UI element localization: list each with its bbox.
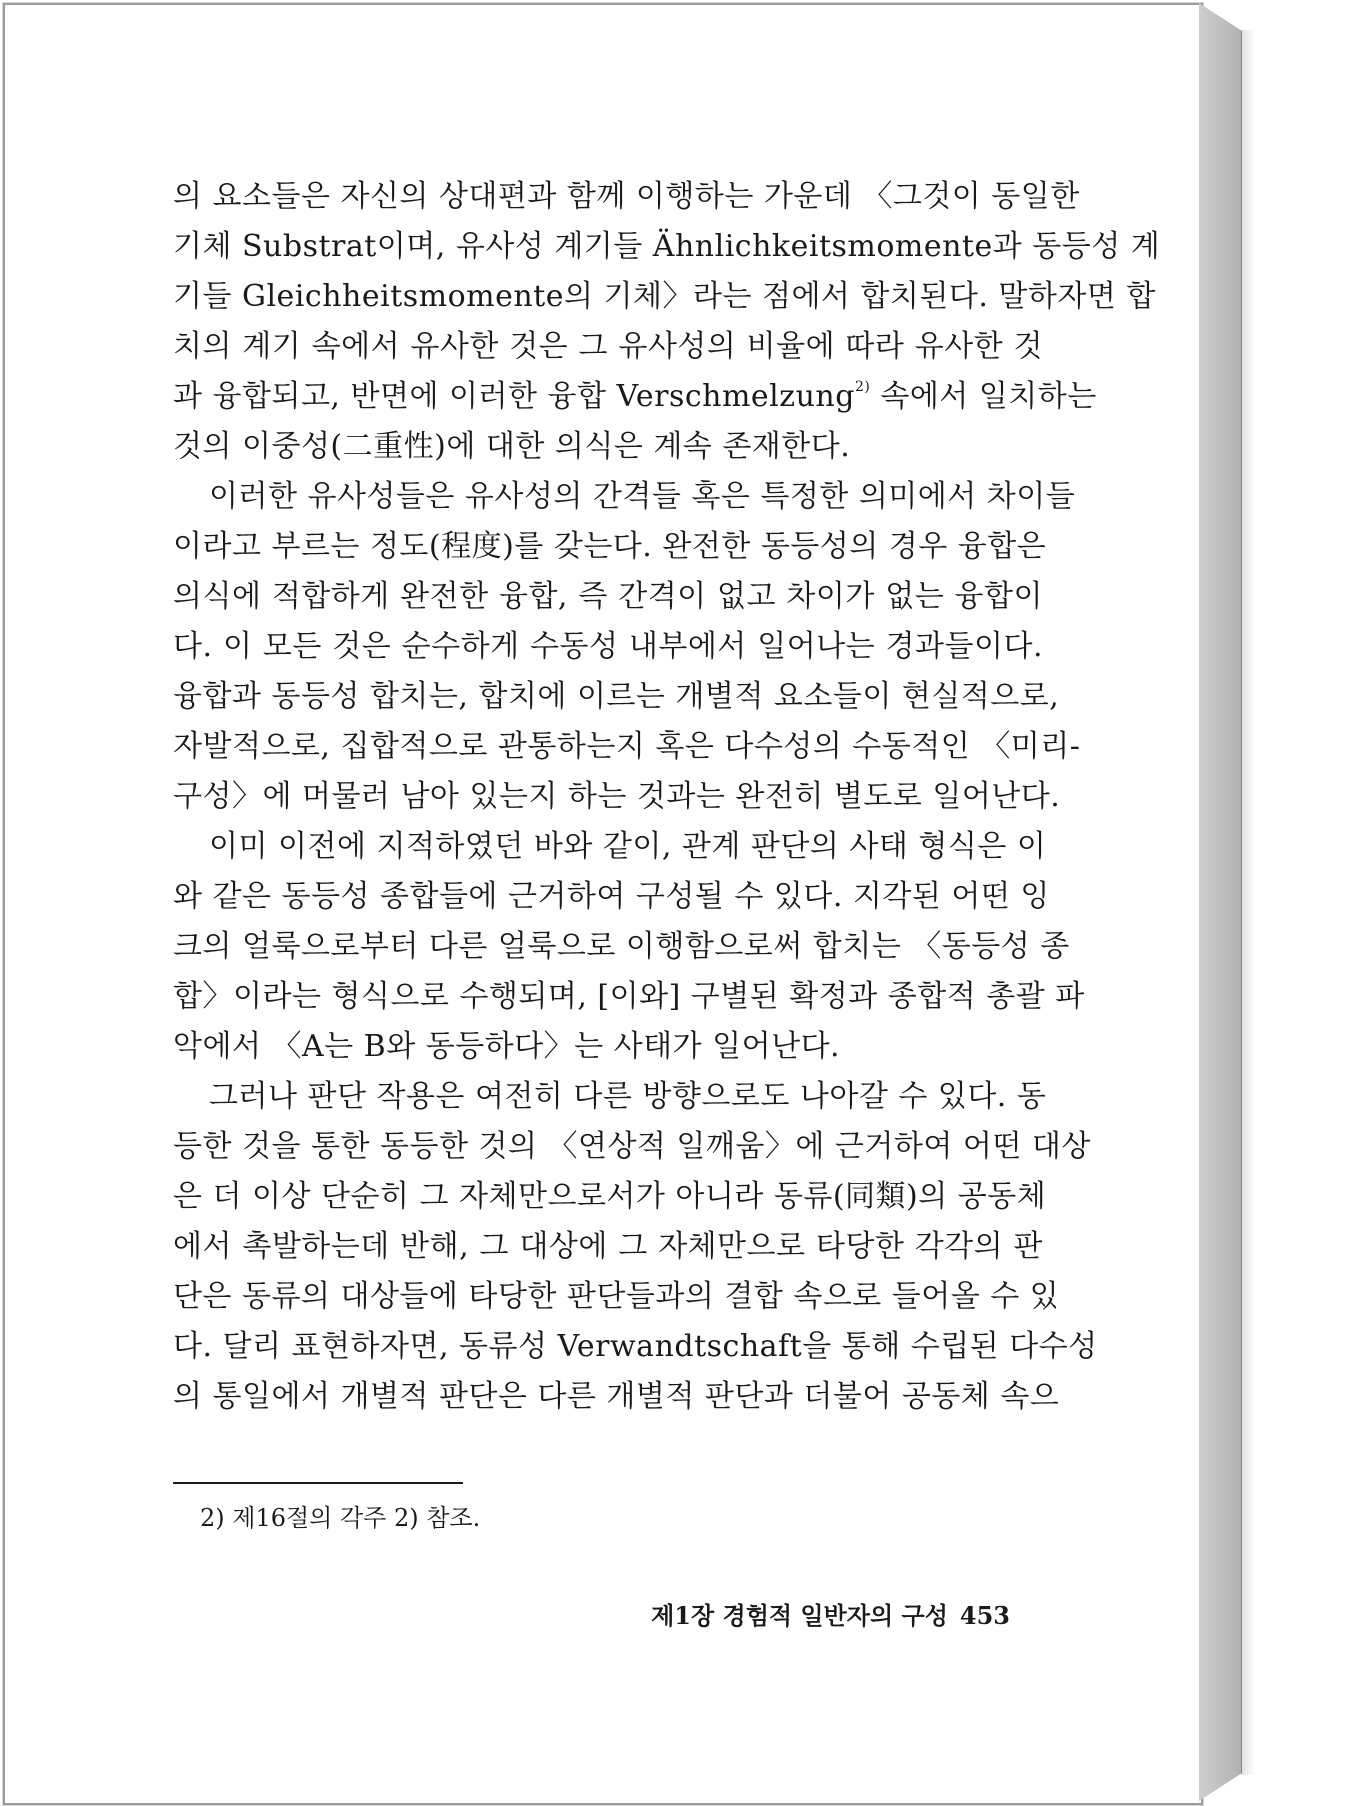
running-footer <box>640 1598 1010 1634</box>
footnote-marker: 2) <box>854 379 871 395</box>
text-line: 그러나 판단 작용은 여전히 다른 방향으로도 나아갈 수 있다. 동 <box>209 1079 1047 1114</box>
text-line-with-footnote <box>173 372 1097 422</box>
text-line-head: 과 융합되고, 반면에 이러한 융합 Verschmelzung <box>173 379 855 414</box>
text-line: 합〉이라는 형식으로 수행되며, [이와] 구별된 확정과 종합적 총괄 파 <box>173 979 1085 1014</box>
footnote-divider <box>173 1482 463 1484</box>
running-title: 제1장 경험적 일반자의 구성 <box>651 1601 948 1630</box>
text-line: 융합과 동등성 합치는, 합치에 이르는 개별적 요소들이 현실적으로, <box>173 679 1060 714</box>
text-line: 구성〉에 머물러 남아 있는지 하는 것과는 완전히 별도로 일어난다. <box>173 779 1061 814</box>
text-line: 악에서 〈A는 B와 동등하다〉는 사태가 일어난다. <box>173 1029 841 1064</box>
text-line: 다. 달리 표현하자면, 동류성 Verwandtschaft을 통해 수립된 다수성 <box>173 1329 1098 1364</box>
page-number: 453 <box>959 1601 1010 1630</box>
text-line: 자발적으로, 집합적으로 관통하는지 혹은 다수성의 수동적인 〈미리- <box>173 729 1081 764</box>
text-line: 의 통일에서 개별적 판단은 다른 개별적 판단과 더불어 공동체 속으 <box>173 1379 1060 1414</box>
text-line: 기체 Substrat이며, 유사성 계기들 Ähnlichkeitsmomente과 동등성 계 <box>173 229 1161 264</box>
text-line: 의 요소들은 자신의 상대편과 함께 이행하는 가운데 〈그것이 동일한 <box>173 179 1080 214</box>
text-line: 에서 촉발하는데 반해, 그 대상에 그 자체만으로 타당한 각각의 판 <box>173 1229 1043 1264</box>
page-shadow <box>1241 30 1255 1775</box>
text-line: 것의 이중성(二重性)에 대한 의식은 계속 존재한다. <box>173 429 851 464</box>
text-line-tail: 속에서 일치하는 <box>870 379 1097 414</box>
text-line: 이라고 부르는 정도(程度)를 갖는다. 완전한 동등성의 경우 융합은 <box>173 529 1047 564</box>
text-line: 크의 얼룩으로부터 다른 얼룩으로 이행함으로써 합치는 〈동등성 종 <box>173 929 1070 964</box>
footnote: 2) 제16절의 각주 2) 참조. <box>200 1504 481 1532</box>
text-line: 의식에 적합하게 완전한 융합, 즉 간격이 없고 차이가 없는 융합이 <box>173 579 1043 614</box>
body-text <box>173 172 1161 1422</box>
text-line: 은 더 이상 단순히 그 자체만으로서가 아니라 동류(同類)의 공동체 <box>173 1179 1047 1214</box>
text-line: 이러한 유사성들은 유사성의 간격들 혹은 특정한 의미에서 차이들 <box>209 479 1076 514</box>
text-line: 이미 이전에 지적하였던 바와 같이, 관계 판단의 사태 형식은 이 <box>209 829 1047 864</box>
text-line: 기들 Gleichheitsmomente의 기체〉라는 점에서 합치된다. 말하자면 합 <box>173 279 1156 314</box>
text-line: 다. 이 모든 것은 순수하게 수동성 내부에서 일어나는 경과들이다. <box>173 629 1043 664</box>
text-line: 단은 동류의 대상들에 타당한 판단들과의 결합 속으로 들어올 수 있 <box>173 1279 1060 1314</box>
page-edge <box>1199 3 1242 1801</box>
text-line: 치의 계기 속에서 유사한 것은 그 유사성의 비율에 따라 유사한 것 <box>173 329 1043 364</box>
text-line: 와 같은 동등성 종합들에 근거하여 구성될 수 있다. 지각된 어떤 잉 <box>173 879 1050 914</box>
text-line: 등한 것을 통한 동등한 것의 〈연상적 일깨움〉에 근거하여 어떤 대상 <box>173 1129 1091 1164</box>
